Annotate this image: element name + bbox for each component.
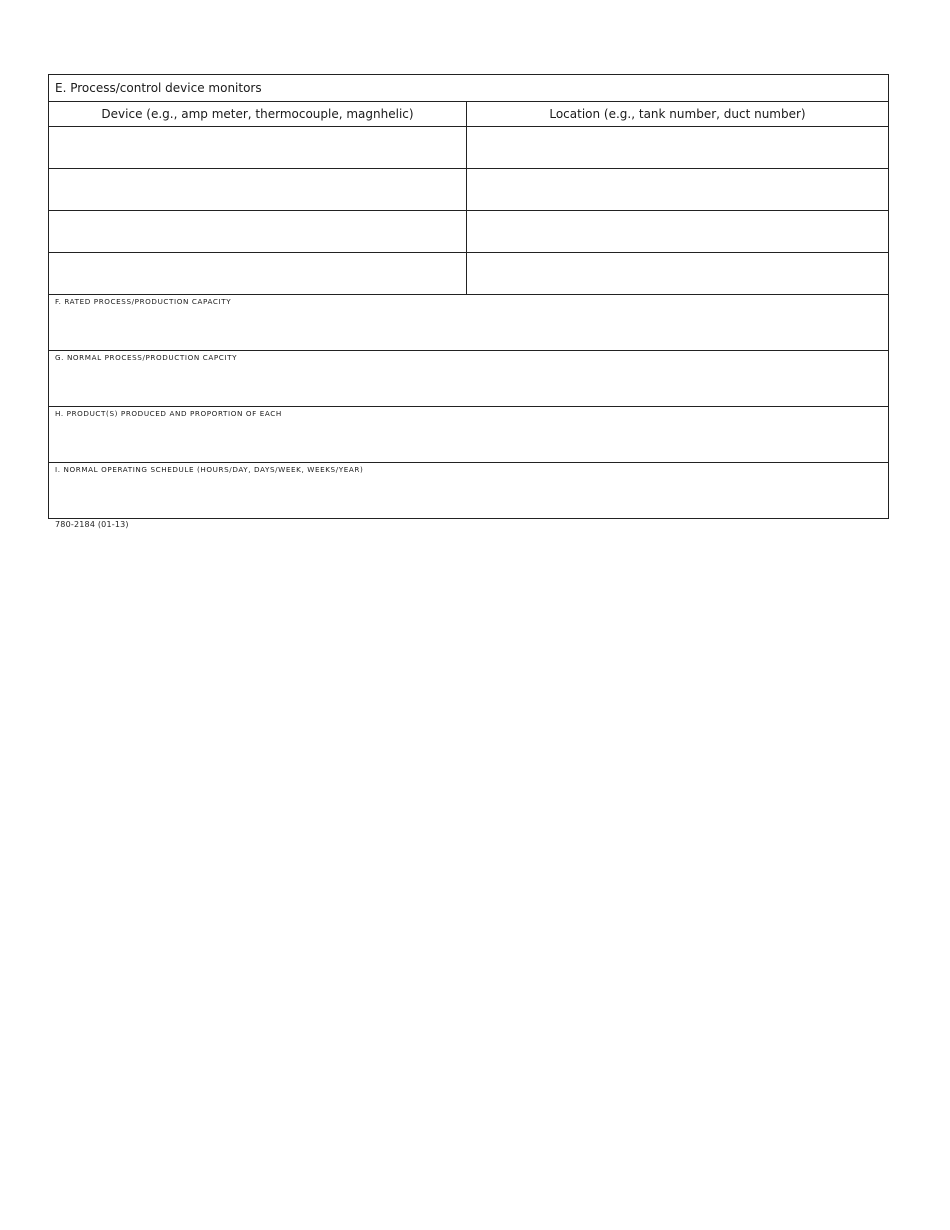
operating-schedule-input[interactable]: [49, 474, 888, 518]
table-row: [49, 169, 889, 211]
normal-capacity-label: G. NORMAL PROCESS/PRODUCTION CAPCITY: [55, 353, 238, 362]
products-input[interactable]: [49, 418, 888, 462]
location-cell: [467, 211, 889, 253]
device-input-1[interactable]: [49, 127, 466, 168]
table-row: [49, 253, 889, 295]
location-input-1[interactable]: [467, 127, 888, 168]
device-input-2[interactable]: [49, 169, 466, 210]
normal-capacity-input[interactable]: [49, 362, 888, 406]
field-operating-schedule: [49, 463, 889, 519]
process-monitor-form: [48, 74, 888, 519]
device-cell: [49, 127, 467, 169]
device-input-3[interactable]: [49, 211, 466, 252]
device-column-header: Device (e.g., amp meter, thermocouple, magnhelic): [49, 102, 467, 127]
location-input-3[interactable]: [467, 211, 888, 252]
location-input-2[interactable]: [467, 169, 888, 210]
location-cell: [467, 127, 889, 169]
field-products: [49, 407, 889, 463]
form-number: 780-2184 (01-13): [55, 520, 129, 529]
location-input-4[interactable]: [467, 253, 888, 294]
field-rated-capacity: [49, 295, 889, 351]
field-normal-capacity: [49, 351, 889, 407]
rated-capacity-label: F. RATED PROCESS/PRODUCTION CAPACITY: [55, 297, 232, 306]
products-label: H. PRODUCT(S) PRODUCED AND PROPORTION OF EACH: [55, 409, 282, 418]
location-column-header: Location (e.g., tank number, duct number): [467, 102, 889, 127]
device-input-4[interactable]: [49, 253, 466, 294]
device-cell: [49, 169, 467, 211]
device-cell: [49, 253, 467, 295]
table-row: [49, 127, 889, 169]
location-cell: [467, 253, 889, 295]
rated-capacity-input[interactable]: [49, 306, 888, 350]
form-table: [48, 74, 889, 519]
operating-schedule-label: I. NORMAL OPERATING SCHEDULE (HOURS/DAY, DAYS/WEEK, WEEKS/YEAR): [55, 465, 364, 474]
table-row: [49, 211, 889, 253]
section-e-title: E. Process/control device monitors: [49, 75, 889, 102]
device-cell: [49, 211, 467, 253]
location-cell: [467, 169, 889, 211]
